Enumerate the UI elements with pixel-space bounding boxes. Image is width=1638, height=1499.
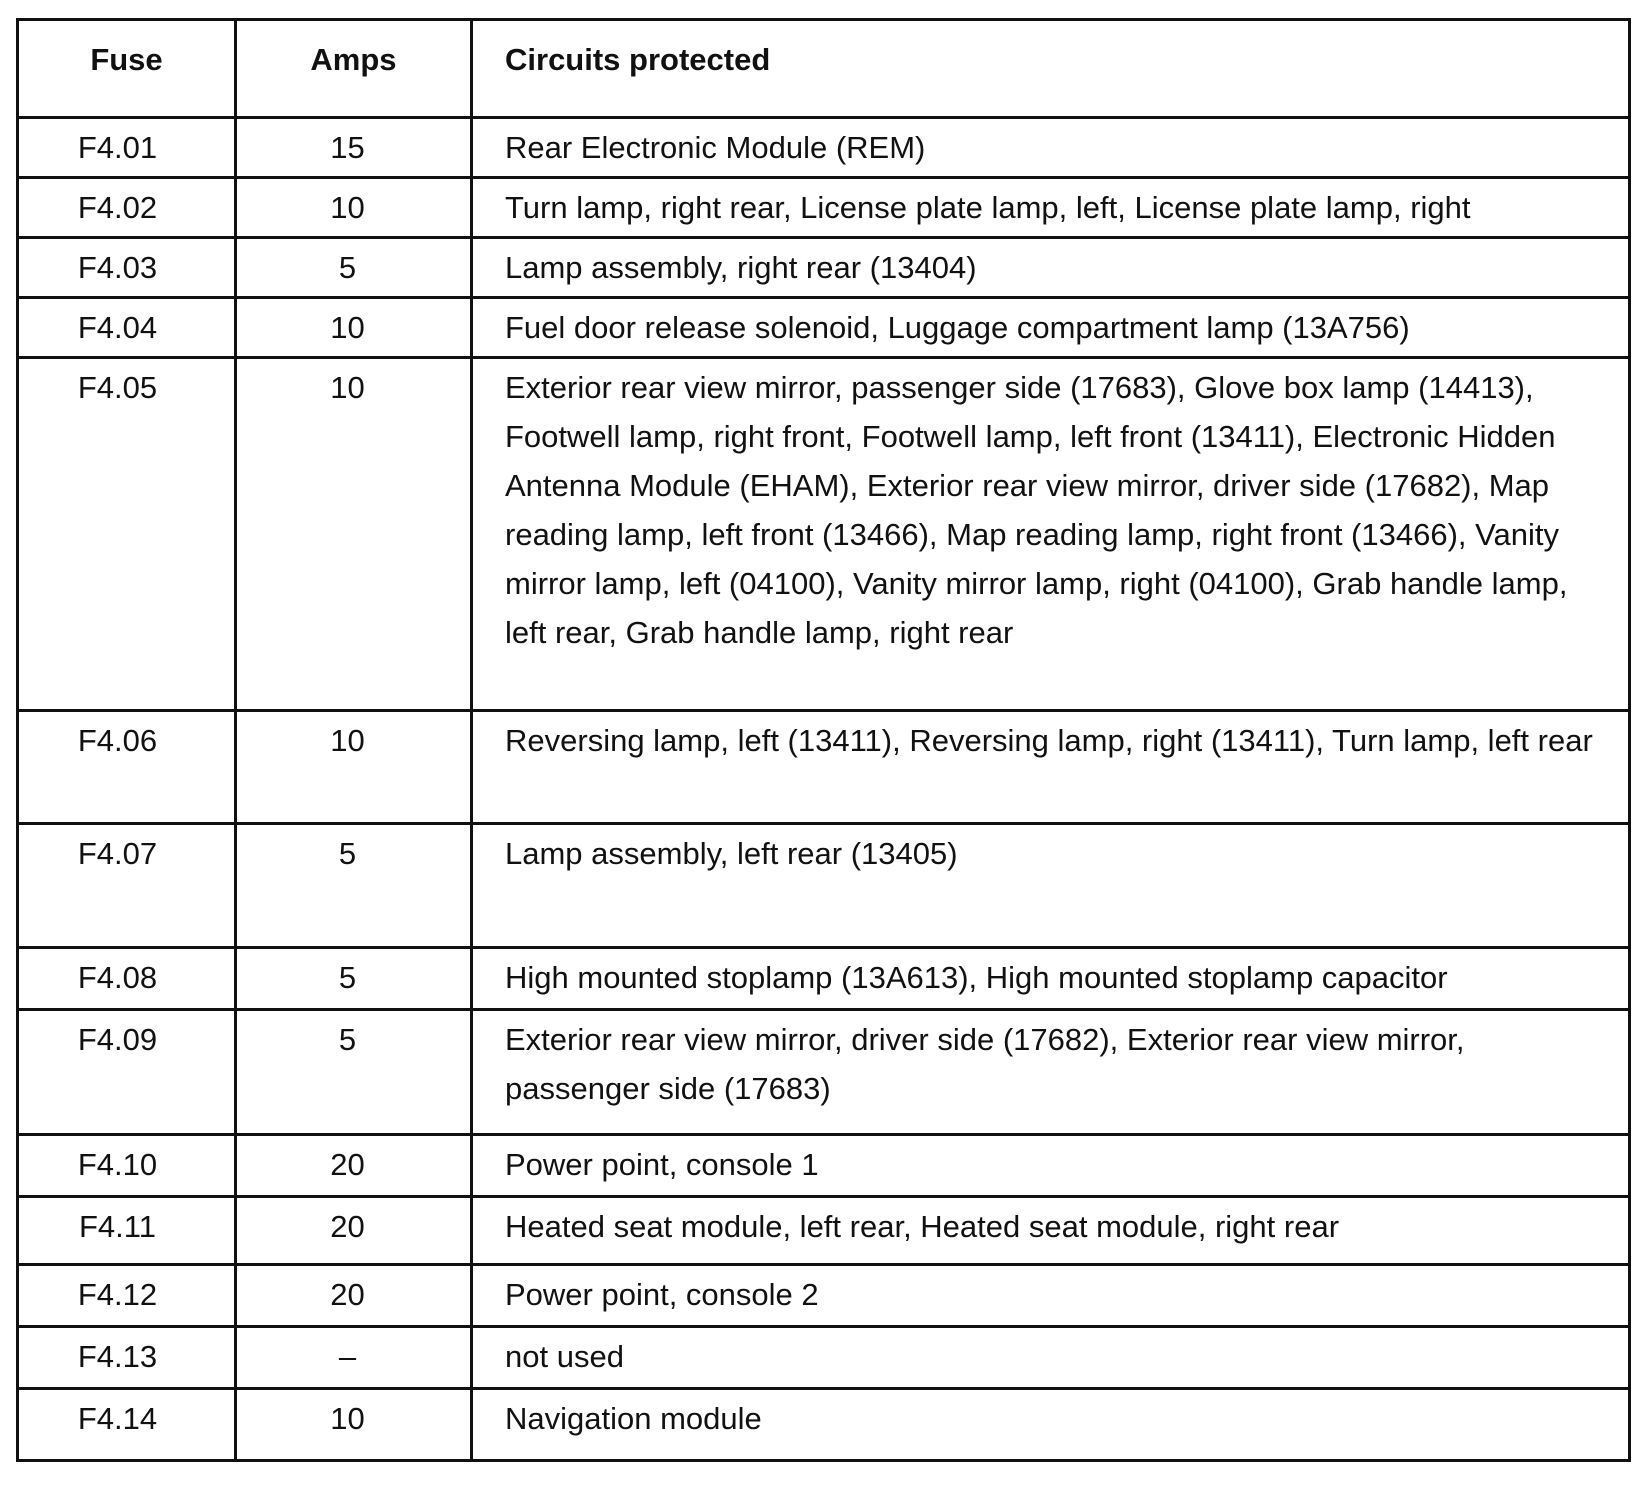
circuits-cell: Exterior rear view mirror, driver side (17682), Exterior rear view mirror, passenger side (17683) bbox=[472, 1010, 1630, 1135]
circuits-cell: Power point, console 1 bbox=[472, 1135, 1630, 1197]
fuse-cell: F4.10 bbox=[18, 1135, 236, 1197]
circuits-cell: not used bbox=[472, 1327, 1630, 1389]
circuits-cell: Rear Electronic Module (REM) bbox=[472, 118, 1630, 178]
circuits-cell: Heated seat module, left rear, Heated seat module, right rear bbox=[472, 1197, 1630, 1265]
table-row bbox=[18, 238, 1630, 298]
fuse-cell: F4.02 bbox=[18, 178, 236, 238]
fuse-cell: F4.05 bbox=[18, 358, 236, 711]
header-amps: Amps bbox=[236, 20, 472, 118]
fuse-cell: F4.14 bbox=[18, 1389, 236, 1461]
table-row bbox=[18, 1389, 1630, 1461]
fuse-cell: F4.07 bbox=[18, 824, 236, 948]
amps-cell: 5 bbox=[236, 1010, 472, 1135]
table-row bbox=[18, 298, 1630, 358]
amps-cell: 20 bbox=[236, 1265, 472, 1327]
table-row bbox=[18, 118, 1630, 178]
amps-cell: 10 bbox=[236, 1389, 472, 1461]
circuits-cell: Power point, console 2 bbox=[472, 1265, 1630, 1327]
fuse-cell: F4.03 bbox=[18, 238, 236, 298]
circuits-cell: Lamp assembly, left rear (13405) bbox=[472, 824, 1630, 948]
circuits-cell: Reversing lamp, left (13411), Reversing lamp, right (13411), Turn lamp, left rear bbox=[472, 711, 1630, 824]
amps-cell: – bbox=[236, 1327, 472, 1389]
table-row bbox=[18, 824, 1630, 948]
circuits-cell: Navigation module bbox=[472, 1389, 1630, 1461]
table-row bbox=[18, 358, 1630, 711]
amps-cell: 10 bbox=[236, 178, 472, 238]
amps-cell: 10 bbox=[236, 711, 472, 824]
header-circuits: Circuits protected bbox=[472, 20, 1630, 118]
amps-cell: 10 bbox=[236, 298, 472, 358]
table-row bbox=[18, 1135, 1630, 1197]
fuse-cell: F4.08 bbox=[18, 948, 236, 1010]
circuits-cell: High mounted stoplamp (13A613), High mounted stoplamp capacitor bbox=[472, 948, 1630, 1010]
amps-cell: 10 bbox=[236, 358, 472, 711]
amps-cell: 20 bbox=[236, 1197, 472, 1265]
header-row bbox=[18, 20, 1630, 118]
circuits-cell: Turn lamp, right rear, License plate lamp, left, License plate lamp, right bbox=[472, 178, 1630, 238]
fuse-cell: F4.09 bbox=[18, 1010, 236, 1135]
amps-cell: 5 bbox=[236, 238, 472, 298]
fuse-cell: F4.13 bbox=[18, 1327, 236, 1389]
amps-cell: 5 bbox=[236, 824, 472, 948]
table-row bbox=[18, 1265, 1630, 1327]
table-row bbox=[18, 948, 1630, 1010]
fuse-cell: F4.06 bbox=[18, 711, 236, 824]
fuse-table bbox=[16, 18, 1631, 1462]
fuse-cell: F4.04 bbox=[18, 298, 236, 358]
header-fuse: Fuse bbox=[18, 20, 236, 118]
fuse-cell: F4.01 bbox=[18, 118, 236, 178]
table-row bbox=[18, 711, 1630, 824]
amps-cell: 5 bbox=[236, 948, 472, 1010]
circuits-cell: Fuel door release solenoid, Luggage compartment lamp (13A756) bbox=[472, 298, 1630, 358]
table-row bbox=[18, 178, 1630, 238]
fuse-cell: F4.12 bbox=[18, 1265, 236, 1327]
table-row bbox=[18, 1327, 1630, 1389]
amps-cell: 20 bbox=[236, 1135, 472, 1197]
table-row bbox=[18, 1197, 1630, 1265]
table-row bbox=[18, 1010, 1630, 1135]
circuits-cell: Exterior rear view mirror, passenger side (17683), Glove box lamp (14413), Footwell lamp, right front, Footwell lamp, left front (13411), Electronic Hidden Antenna Module (EHAM), Exterior rear view mirror, driver side (17682), Map reading lamp, left front (13466), Map reading lamp, right front (13466), Vanity mirror lamp, left (04100), Vanity mirror lamp, right (04100), Grab handle lamp, left rear, Grab handle lamp, right rear bbox=[472, 358, 1630, 711]
circuits-cell: Lamp assembly, right rear (13404) bbox=[472, 238, 1630, 298]
fuse-cell: F4.11 bbox=[18, 1197, 236, 1265]
amps-cell: 15 bbox=[236, 118, 472, 178]
